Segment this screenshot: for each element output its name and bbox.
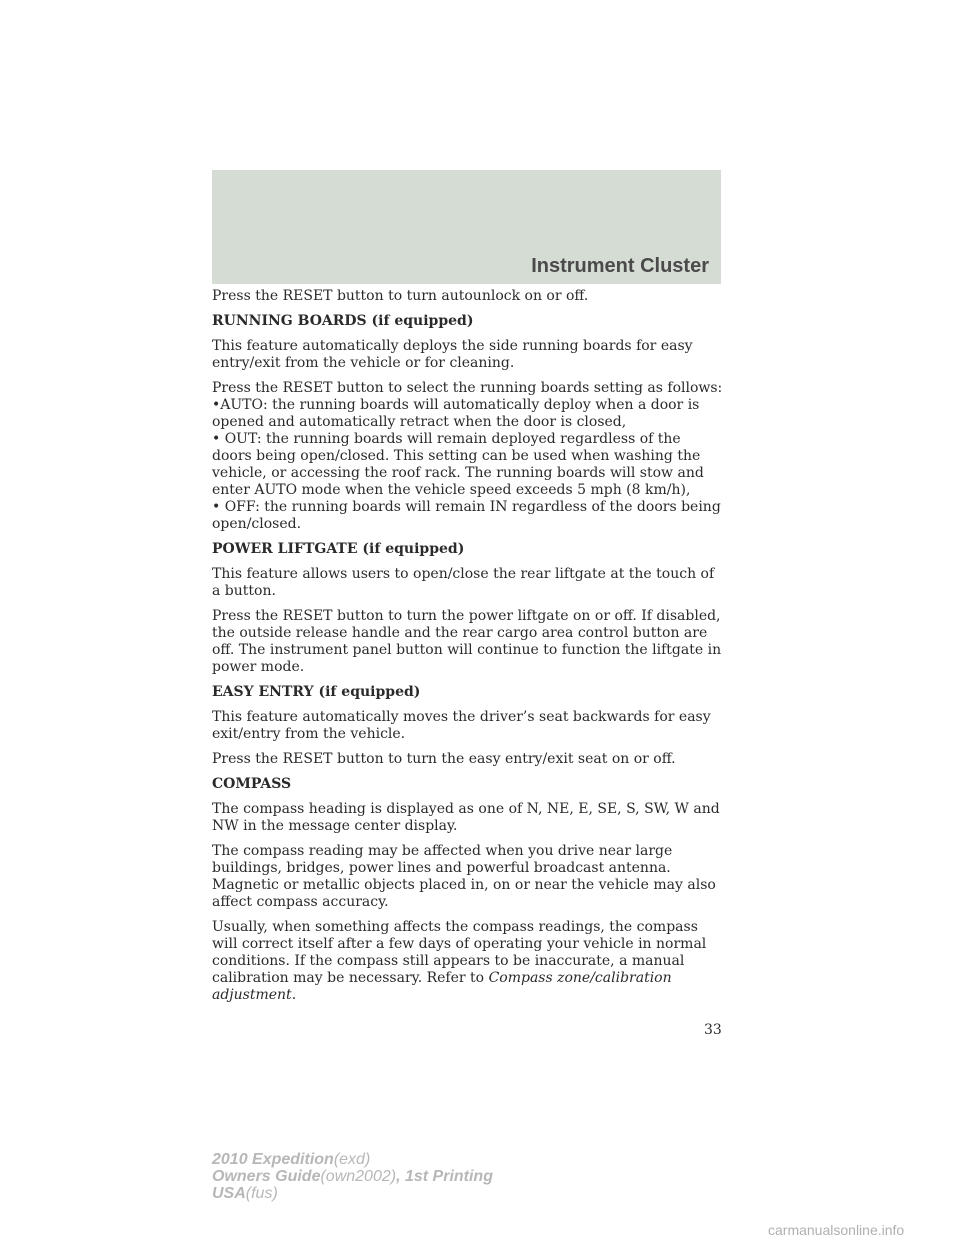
calibration-end: . xyxy=(291,987,297,1003)
calibration-reference: Compass zone/calibration adjustment xyxy=(212,970,672,1003)
heading-power-liftgate: POWER LIFTGATE (if equipped) xyxy=(212,541,465,557)
paragraph-liftgate-reset: Press the RESET button to turn the power liftgate on or off. If disabled, the outside release handle and the rear cargo area control button are off. The instrument panel button will continue to function the liftgate in power mode. xyxy=(212,608,722,675)
footer-line-3 xyxy=(212,1185,493,1202)
heading-compass: COMPASS xyxy=(212,776,292,792)
manual-body xyxy=(212,288,724,1012)
section-title: Instrument Cluster xyxy=(531,255,709,277)
paragraph-compass-heading: The compass heading is displayed as one of N, NE, E, SE, S, SW, W and NW in the message center display. xyxy=(212,801,720,834)
paragraph-easy-entry-reset: Press the RESET button to turn the easy entry/exit seat on or off. xyxy=(212,751,676,767)
site-watermark: carmanualsonline.info xyxy=(768,1222,905,1238)
paragraph-autounlock: Press the RESET button to turn autounlock on or off. xyxy=(212,288,589,304)
footer-model-code: (exd) xyxy=(333,1151,371,1168)
document-footer xyxy=(212,1151,493,1202)
running-boards-settings xyxy=(212,380,724,533)
paragraph-liftgate-desc: This feature allows users to open/close the rear liftgate at the touch of a button. xyxy=(212,566,715,599)
footer-region-code: (fus) xyxy=(245,1185,278,1202)
section-header-band xyxy=(212,170,721,284)
heading-easy-entry: EASY ENTRY (if equipped) xyxy=(212,684,421,700)
setting-out: • OUT: the running boards will remain deployed regardless of the doors being open/closed. This setting can be used when washing the vehicle, or accessing the roof rack. The running boards will stow and enter AUTO mode when the vehicle speed exceeds 5 mph (8 km/h), xyxy=(212,431,704,498)
paragraph-running-boards-desc: This feature automatically deploys the side running boards for easy entry/exit from the vehicle or for cleaning. xyxy=(212,338,693,371)
paragraph-easy-entry-desc: This feature automatically moves the driver’s seat backwards for easy exit/entry from the vehicle. xyxy=(212,709,711,742)
footer-doc-code: (own2002) xyxy=(320,1168,397,1185)
calibration-text: Usually, when something affects the compass readings, the compass will correct itself after a few days of operating your vehicle in normal conditions. If the compass still appears to be inaccurate, a manual calibration may be necessary. Refer to xyxy=(212,919,707,986)
footer-region: USA xyxy=(212,1185,246,1202)
footer-line-1 xyxy=(212,1151,493,1168)
footer-model: 2010 Expedition xyxy=(212,1151,334,1168)
heading-running-boards: RUNNING BOARDS (if equipped) xyxy=(212,313,474,329)
footer-doc: Owners Guide xyxy=(212,1168,321,1185)
footer-printing: , 1st Printing xyxy=(396,1168,493,1185)
paragraph-compass-interference: The compass reading may be affected when you drive near large buildings, bridges, power lines and powerful broadcast antenna. Magnetic or metallic objects placed in, on or near the vehicle may also affect compass accuracy. xyxy=(212,843,716,910)
settings-intro: Press the RESET button to select the running boards setting as follows: xyxy=(212,380,723,396)
setting-off: • OFF: the running boards will remain IN regardless of the doors being open/closed. xyxy=(212,499,721,532)
setting-auto: •AUTO: the running boards will automatically deploy when a door is opened and automatically retract when the door is closed, xyxy=(212,397,700,430)
paragraph-compass-calibration xyxy=(212,919,724,1004)
page-number: 33 xyxy=(704,1022,722,1038)
footer-line-2 xyxy=(212,1168,493,1185)
